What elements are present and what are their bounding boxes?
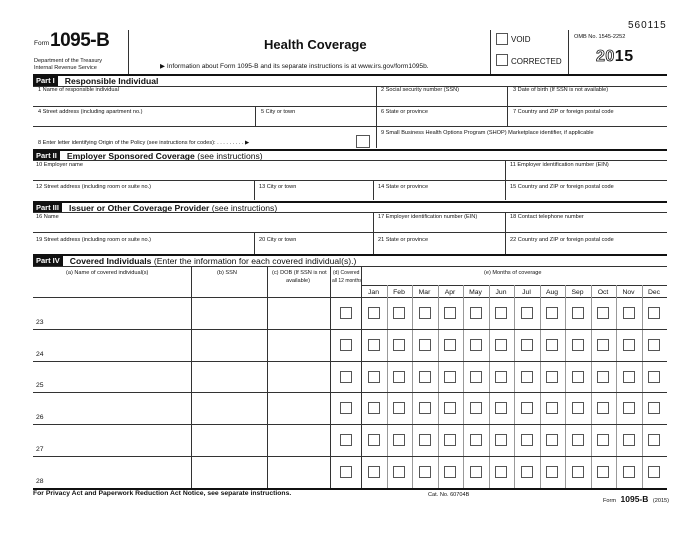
month-header-dec: Dec <box>647 289 661 296</box>
col-c-header-line2: available) <box>286 278 310 284</box>
part-2-tag: Part II <box>33 150 60 161</box>
covered-all-12-months-checkbox[interactable] <box>340 307 352 319</box>
form-label: Form <box>34 40 50 47</box>
month-checkbox-dec[interactable] <box>648 466 660 478</box>
field-2-label: 2 Social security number (SSN) <box>381 87 460 93</box>
part-4-title-note: (Enter the information for each covered individual(s).) <box>153 255 357 266</box>
month-checkbox-jun[interactable] <box>495 339 507 351</box>
month-header-aug: Aug <box>545 289 559 296</box>
month-checkbox-sep[interactable] <box>572 339 584 351</box>
part-1-tag: Part I <box>33 75 58 86</box>
month-checkbox-sep[interactable] <box>572 434 584 446</box>
month-checkbox-jan[interactable] <box>368 434 380 446</box>
month-checkbox-mar[interactable] <box>419 371 431 383</box>
part-1-title: Responsible Individual <box>64 75 159 86</box>
month-checkbox-nov[interactable] <box>623 307 635 319</box>
month-checkbox-aug[interactable] <box>546 307 558 319</box>
field-21-label: 21 State or province <box>378 237 429 243</box>
col-d-header-line1: (d) Covered <box>333 270 360 276</box>
month-checkbox-jul[interactable] <box>521 466 533 478</box>
month-checkbox-jul[interactable] <box>521 434 533 446</box>
form-number: 1095-B <box>50 30 110 51</box>
month-checkbox-sep[interactable] <box>572 371 584 383</box>
row-number: 27 <box>36 446 44 453</box>
month-checkbox-aug[interactable] <box>546 371 558 383</box>
month-header-feb: Feb <box>393 289 405 296</box>
month-checkbox-jan[interactable] <box>368 339 380 351</box>
field-8-label: 8 Enter letter identifying Origin of the Policy (see instructions for codes): . . . . . . . . . ▶ <box>38 140 250 146</box>
month-checkbox-nov[interactable] <box>623 339 635 351</box>
covered-all-12-months-checkbox[interactable] <box>340 402 352 414</box>
month-checkbox-mar[interactable] <box>419 339 431 351</box>
month-header-jul: Jul <box>522 289 531 296</box>
month-checkbox-apr[interactable] <box>444 307 456 319</box>
month-header-oct: Oct <box>597 289 609 296</box>
month-checkbox-dec[interactable] <box>648 402 660 414</box>
month-checkbox-aug[interactable] <box>546 466 558 478</box>
month-checkbox-jan[interactable] <box>368 402 380 414</box>
row-number: 26 <box>36 414 44 422</box>
field-10-label: 10 Employer name <box>36 162 83 168</box>
month-checkbox-jan[interactable] <box>368 307 380 319</box>
omb-number: OMB No. 1545-2252 <box>574 34 626 40</box>
month-checkbox-sep[interactable] <box>572 307 584 319</box>
month-header-may: May <box>469 289 482 296</box>
month-header-jun: Jun <box>495 289 507 296</box>
month-checkbox-jun[interactable] <box>495 371 507 383</box>
month-checkbox-sep[interactable] <box>572 402 584 414</box>
month-checkbox-jun[interactable] <box>495 402 507 414</box>
field-17-label: 17 Employer identification number (EIN) <box>378 214 478 220</box>
month-checkbox-apr[interactable] <box>444 402 456 414</box>
covered-all-12-months-checkbox[interactable] <box>340 466 352 478</box>
col-e-header: (e) Months of coverage <box>484 270 542 276</box>
month-checkbox-feb[interactable] <box>393 466 405 478</box>
department-line-2: Internal Revenue Service <box>34 65 97 71</box>
part-4-tag: Part IV <box>33 255 63 266</box>
month-checkbox-aug[interactable] <box>546 402 558 414</box>
month-checkbox-dec[interactable] <box>648 371 660 383</box>
month-checkbox-jun[interactable] <box>495 466 507 478</box>
tax-year <box>596 48 634 66</box>
form-code: 560115 <box>628 20 667 31</box>
corrected-checkbox[interactable] <box>496 54 508 66</box>
month-checkbox-jun[interactable] <box>495 307 507 319</box>
origin-of-policy-box[interactable] <box>356 135 370 148</box>
part-4-title: Covered Individuals <box>69 255 152 266</box>
month-checkbox-apr[interactable] <box>444 339 456 351</box>
month-checkbox-dec[interactable] <box>648 307 660 319</box>
month-checkbox-may[interactable] <box>470 466 482 478</box>
field-5-label: 5 City or town <box>261 109 296 115</box>
row-number: 25 <box>36 382 44 390</box>
part-1-header <box>33 75 158 86</box>
month-checkbox-dec[interactable] <box>648 339 660 351</box>
month-checkbox-jun[interactable] <box>495 434 507 446</box>
month-checkbox-oct[interactable] <box>597 307 609 319</box>
month-header-apr: Apr <box>444 289 456 296</box>
col-d-header-line2: all 12 months <box>332 278 362 284</box>
month-header-sep: Sep <box>571 289 584 296</box>
covered-all-12-months-checkbox[interactable] <box>340 371 352 383</box>
month-checkbox-may[interactable] <box>470 434 482 446</box>
month-checkbox-nov[interactable] <box>623 466 635 478</box>
month-checkbox-feb[interactable] <box>393 371 405 383</box>
footer-form-number: 1095-B <box>620 494 649 504</box>
month-checkbox-jul[interactable] <box>521 402 533 414</box>
footer-form-year: (2015) <box>652 498 670 504</box>
month-checkbox-jul[interactable] <box>521 307 533 319</box>
part-2-title: Employer Sponsored Coverage <box>66 150 195 161</box>
row-number: 24 <box>36 350 44 358</box>
tax-year-prefix: 20 <box>596 48 615 65</box>
month-checkbox-feb[interactable] <box>393 402 405 414</box>
col-a-header: (a) Name of covered individual(s) <box>66 270 149 276</box>
month-checkbox-jul[interactable] <box>521 371 533 383</box>
info-line: ▶ Information about Form 1095-B and its separate instructions is at www.irs.gov/form1095b. <box>160 63 429 70</box>
month-checkbox-aug[interactable] <box>546 434 558 446</box>
field-13-label: 13 City or town <box>259 184 297 190</box>
month-checkbox-dec[interactable] <box>648 434 660 446</box>
month-checkbox-nov[interactable] <box>623 402 635 414</box>
month-checkbox-oct[interactable] <box>597 371 609 383</box>
field-15-label: 15 Country and ZIP or foreign postal code <box>510 184 614 190</box>
field-18-label: 18 Contact telephone number <box>510 214 584 220</box>
month-checkbox-feb[interactable] <box>393 339 405 351</box>
field-3-label: 3 Date of birth (If SSN is not available) <box>513 87 609 93</box>
field-20-label: 20 City or town <box>259 237 297 243</box>
privacy-notice: For Privacy Act and Paperwork Reduction Act Notice, see separate instructions. <box>33 490 292 497</box>
month-checkbox-may[interactable] <box>470 402 482 414</box>
void-label: VOID <box>511 35 531 44</box>
month-header-mar: Mar <box>418 289 431 296</box>
month-checkbox-jan[interactable] <box>368 371 380 383</box>
part-2-title-note: (see instructions) <box>197 150 263 161</box>
month-checkbox-jan[interactable] <box>368 466 380 478</box>
void-checkbox[interactable] <box>496 33 508 45</box>
month-checkbox-may[interactable] <box>470 307 482 319</box>
month-checkbox-mar[interactable] <box>419 466 431 478</box>
month-checkbox-mar[interactable] <box>419 434 431 446</box>
form-title: Health Coverage <box>264 37 367 52</box>
corrected-label: CORRECTED <box>511 57 562 66</box>
field-12-label: 12 Street address (including room or suite no.) <box>36 184 152 190</box>
month-checkbox-oct[interactable] <box>597 402 609 414</box>
part-3-title-note: (see instructions) <box>211 202 278 213</box>
month-checkbox-may[interactable] <box>470 371 482 383</box>
part-4-header <box>33 255 356 266</box>
month-checkbox-nov[interactable] <box>623 371 635 383</box>
month-checkbox-apr[interactable] <box>444 371 456 383</box>
month-checkbox-feb[interactable] <box>393 434 405 446</box>
part-3-tag: Part III <box>33 202 62 213</box>
field-14-label: 14 State or province <box>378 184 429 190</box>
month-checkbox-aug[interactable] <box>546 339 558 351</box>
month-checkbox-sep[interactable] <box>572 466 584 478</box>
catalog-number: Cat. No. 60704B <box>428 492 470 498</box>
month-checkbox-may[interactable] <box>470 339 482 351</box>
field-9-label: 9 Small Business Health Options Program (SHOP) Marketplace identifier, if applicable <box>381 130 594 136</box>
col-b-header: (b) SSN <box>217 270 237 276</box>
field-1-label: 1 Name of responsible individual <box>38 87 119 93</box>
footer-form-word: Form <box>603 498 617 504</box>
month-checkbox-mar[interactable] <box>419 307 431 319</box>
month-checkbox-nov[interactable] <box>623 434 635 446</box>
part-3-title: Issuer or Other Coverage Provider <box>68 202 210 213</box>
month-checkbox-oct[interactable] <box>597 466 609 478</box>
row-number: 23 <box>36 318 44 326</box>
covered-all-12-months-checkbox[interactable] <box>340 434 352 446</box>
month-header-nov: Nov <box>622 289 635 296</box>
field-4-label: 4 Street address (including apartment no.) <box>38 109 143 115</box>
col-c-header-line1: (c) DOB (If SSN is not <box>272 270 327 276</box>
row-number: 28 <box>36 477 44 485</box>
month-header-jan: Jan <box>368 289 379 296</box>
month-checkbox-apr[interactable] <box>444 434 456 446</box>
department-line-1: Department of the Treasury <box>34 58 103 64</box>
month-checkbox-oct[interactable] <box>597 339 609 351</box>
field-19-label: 19 Street address (including room or suite no.) <box>36 237 152 243</box>
field-6-label: 6 State or province <box>381 109 428 115</box>
covered-all-12-months-checkbox[interactable] <box>340 339 352 351</box>
month-checkbox-oct[interactable] <box>597 434 609 446</box>
tax-year-suffix: 15 <box>614 48 634 65</box>
field-7-label: 7 Country and ZIP or foreign postal code <box>513 109 614 115</box>
month-checkbox-apr[interactable] <box>444 466 456 478</box>
field-16-label: 16 Name <box>36 214 59 220</box>
field-11-label: 11 Employer identification number (EIN) <box>510 162 609 168</box>
month-checkbox-mar[interactable] <box>419 402 431 414</box>
footer-form-id <box>603 489 669 507</box>
month-checkbox-jul[interactable] <box>521 339 533 351</box>
month-checkbox-feb[interactable] <box>393 307 405 319</box>
field-22-label: 22 Country and ZIP or foreign postal code <box>510 237 614 243</box>
